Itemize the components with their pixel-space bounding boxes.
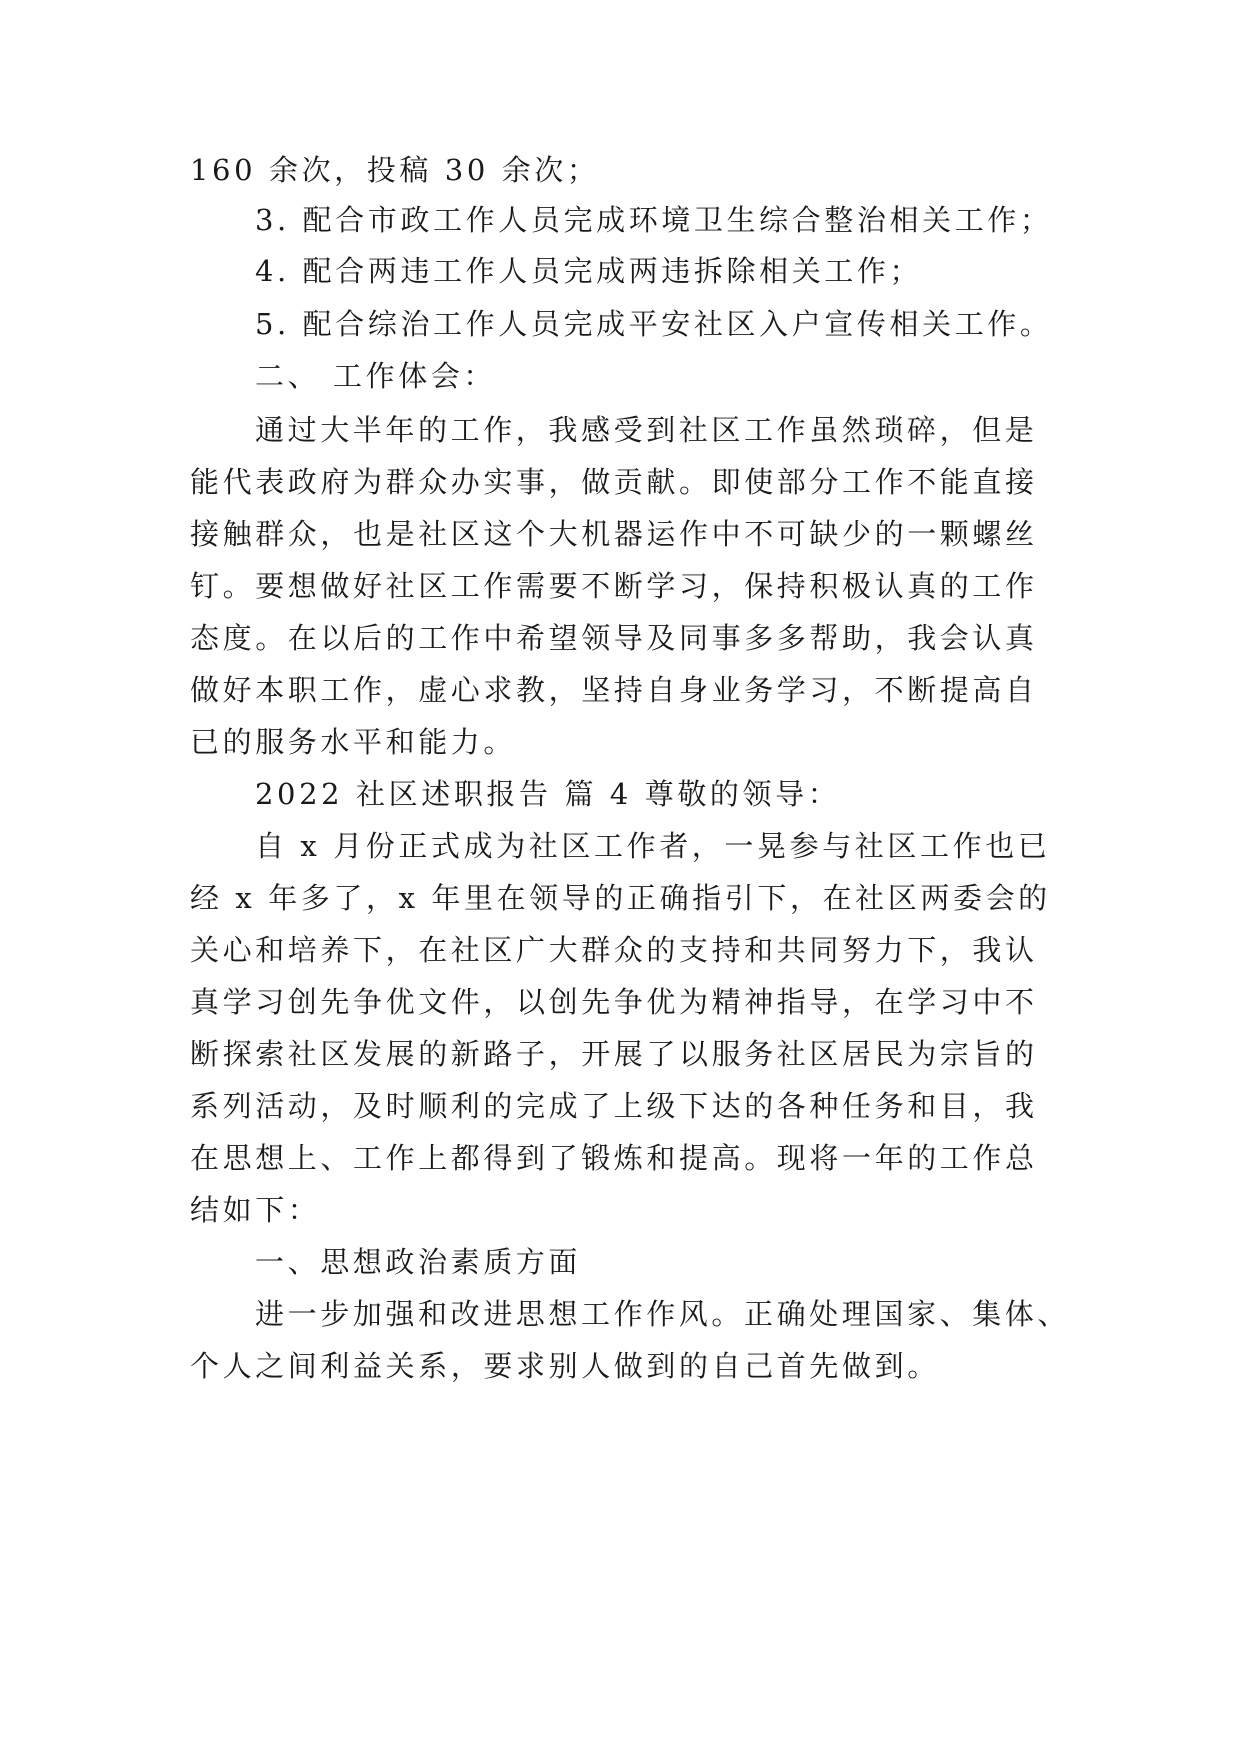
paragraph-line: 能代表政府为群众办实事，做贡献。即使部分工作不能直接: [190, 465, 1038, 499]
list-item-5: 5. 配合综治工作人员完成平安社区入户宣传相关工作。: [255, 307, 1053, 341]
paragraph-line: 系列活动，及时顺利的完成了上级下达的各种任务和目，我: [190, 1089, 1038, 1123]
paragraph-line: 关心和培养下，在社区广大群众的支持和共同努力下，我认: [190, 933, 1038, 967]
paragraph-line: 在思想上、工作上都得到了锻炼和提高。现将一年的工作总: [190, 1141, 1038, 1175]
paragraph-line: 断探索社区发展的新路子，开展了以服务社区居民为宗旨的: [190, 1037, 1038, 1071]
paragraph-line: 通过大半年的工作，我感受到社区工作虽然琐碎，但是: [255, 413, 1038, 447]
paragraph-line: 自 x 月份正式成为社区工作者，一晃参与社区工作也已: [255, 829, 1051, 863]
paragraph-line: 接触群众，也是社区这个大机器运作中不可缺少的一颗螺丝: [190, 517, 1038, 551]
list-item-3: 3. 配合市政工作人员完成环境卫生综合整治相关工作；: [255, 203, 1053, 237]
text-line: 160 余次，投稿 30 余次；: [190, 153, 600, 187]
paragraph-line: 结如下：: [190, 1193, 321, 1227]
paragraph-line: 个人之间利益关系，要求别人做到的自己首先做到。: [190, 1349, 940, 1383]
paragraph-line: 进一步加强和改进思想工作作风。正确处理国家、集体、: [255, 1297, 1071, 1331]
section-heading-political: 一、思想政治素质方面: [255, 1245, 582, 1279]
paragraph-line: 真学习创先争优文件，以创先争优为精神指导，在学习中不: [190, 985, 1038, 1019]
paragraph-line: 经 x 年多了，x 年里在领导的正确指引下，在社区两委会的: [190, 881, 1051, 915]
paragraph-line: 态度。在以后的工作中希望领导及同事多多帮助，我会认真: [190, 621, 1038, 655]
section-heading-work-experience: 二、 工作体会：: [255, 359, 497, 393]
list-item-4: 4. 配合两违工作人员完成两违拆除相关工作；: [255, 254, 923, 288]
paragraph-line: 已的服务水平和能力。: [190, 725, 517, 759]
paragraph-line: 钉。要想做好社区工作需要不断学习，保持积极认真的工作: [190, 569, 1038, 603]
report-title-line: 2022 社区述职报告 篇 4 尊敬的领导：: [255, 777, 841, 811]
paragraph-line: 做好本职工作，虚心求教，坚持自身业务学习，不断提高自: [190, 673, 1038, 707]
